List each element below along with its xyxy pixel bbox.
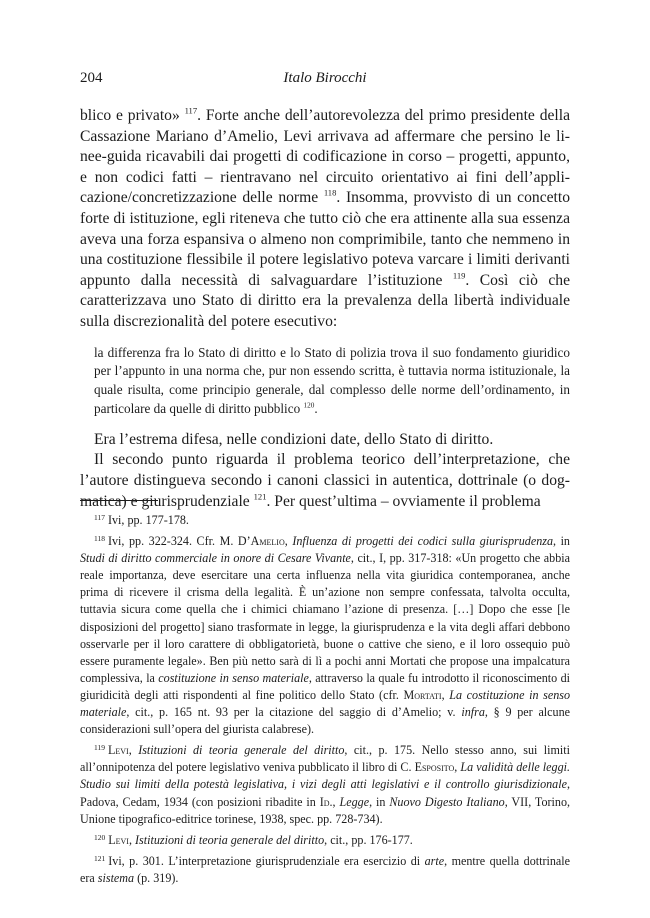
paragraph: blico e privato» $^{117}$. Forte anche dell’autorevolezza del primo presidente della Cassazione Mariano d’Amelio, Levi arrivava ad affermare che persino le linee-guida ricavabili dai progetti di codificazione in corso – progetti, appunto, e non codici fatti – rientravano nel circuito orientativo ai fini dell’applicazione/concretizzazione delle norme $^{118}$. Insomma, provvisto di un concetto forte di istituzione, egli riteneva che tutto ciò che era attinente alla sua essenza aveva una forza espansiva o almeno non comprimibile, tanto che nemmeno in una costituzione flessibile il potere legislativo poteva varcare i limiti derivanti appunto dalla necessità di salvaguardare l’istituzione $^{119}$. Così ciò che caratterizzava uno Stato di diritto era la prevalenza della libertà individuale sulla discrezionalità del potere esecutivo:	[80, 105, 570, 330]
footnote: $^{121}$ Ivi, p. 301. L’interpretazione giurisprudenziale era esercizio di arte, mentre quella dottrinale era sistema (p. 319).	[80, 853, 570, 885]
footnote: $^{120}$ Levi, Istituzioni di teoria generale del diritto, cit., pp. 176-177.	[94, 832, 413, 847]
footnote-ref: 117	[184, 105, 198, 116]
footnote-ref: 121	[253, 491, 267, 502]
footnotes	[80, 512, 570, 891]
footnote: $^{118}$ Ivi, pp. 322-324. Cfr. M. D’Amelio, Influenza di progetti dei codici sulla giurisprudenza, in Studi di diritto commerciale in onore di Cesare Vivante, cit., I, pp. 317-318: «Un progetto che abbia reale importanza, deve esercitare una certa influenza nella vita giuridica contemporanea, anche prima di ricevere il crisma della legalità. È un’azione non sempre confessata, talvolta occulta, tuttavia sicura come quella che i chimici chiamano l’azione di presenza. […] Dopo che esse [le disposizioni del progetto] siano trasformate in legge, la giurisprudenza e la vita degli affari debbono osservarle per il loro carattere di obbligatorietà, buone o cattive che sieno, e il loro ossequio può essere puramente legale». Ben più netto sarà di lì a pochi anni Mortati che propose una impalcatura complessiva, la costituzione in senso materiale, attraverso la quale fu introdotto il riconoscimento di giuridicità degli atti rispondenti al fine politico dello Stato (cfr. Mortati, La costituzione in senso materiale, cit., p. 165 nt. 93 per la citazione del saggio di d’Amelio; v. infra, § 9 per alcune considerazioni sull’opera del giurista calabrese).	[80, 533, 571, 737]
page-header	[80, 70, 570, 88]
paragraph: Era l’estrema difesa, nelle condizioni date, dello Stato di diritto.	[94, 430, 494, 448]
page-number: 204	[80, 70, 103, 86]
footnote-separator	[80, 500, 158, 501]
footnote-ref: 118	[323, 187, 337, 198]
footnote: $^{117}$ Ivi, pp. 177-178.	[94, 512, 189, 527]
paragraph: Il secondo punto riguarda il problema teorico dell’interpretazione, che l’autore distingueva secondo i canoni classici in autentica, dottrinale (o dogmatica) e giurisprudenziale $^{121}$. Per quest’ultima – ovviamente il problema	[80, 451, 570, 510]
footnote-ref: 119	[452, 270, 466, 281]
main-text	[80, 106, 570, 512]
running-head: Italo Birocchi	[283, 70, 367, 86]
block-quote: la differenza fra lo Stato di diritto e lo Stato di polizia trova il suo fondamento giuridico per l’appunto in una norma che, pur non essendo scritta, è tuttavia norma istituzionale, la quale risulta, come principio generale, dal complesso delle norme dell’ordinamento, in particolare da quelle di diritto pubblico $^{120}$.	[94, 344, 570, 416]
footnote-ref: 120	[303, 401, 315, 410]
footnote: $^{119}$ Levi, Istituzioni di teoria generale del diritto, cit., p. 175. Nello stesso anno, sui limiti all’onnipotenza del potere legislativo veniva pubblicato il libro di C. Esposito, La validità delle leggi. Studio sui limiti della potestà legislativa, i vizi degli atti legislativi e il controllo giurisdizionale, Padova, Cedam, 1934 (con posizioni ribadite in Id., Legge, in Nuovo Digesto Italiano, VII, Torino, Unione tipografico-editrice torinese, 1938, spec. pp. 728-734).	[80, 743, 571, 826]
